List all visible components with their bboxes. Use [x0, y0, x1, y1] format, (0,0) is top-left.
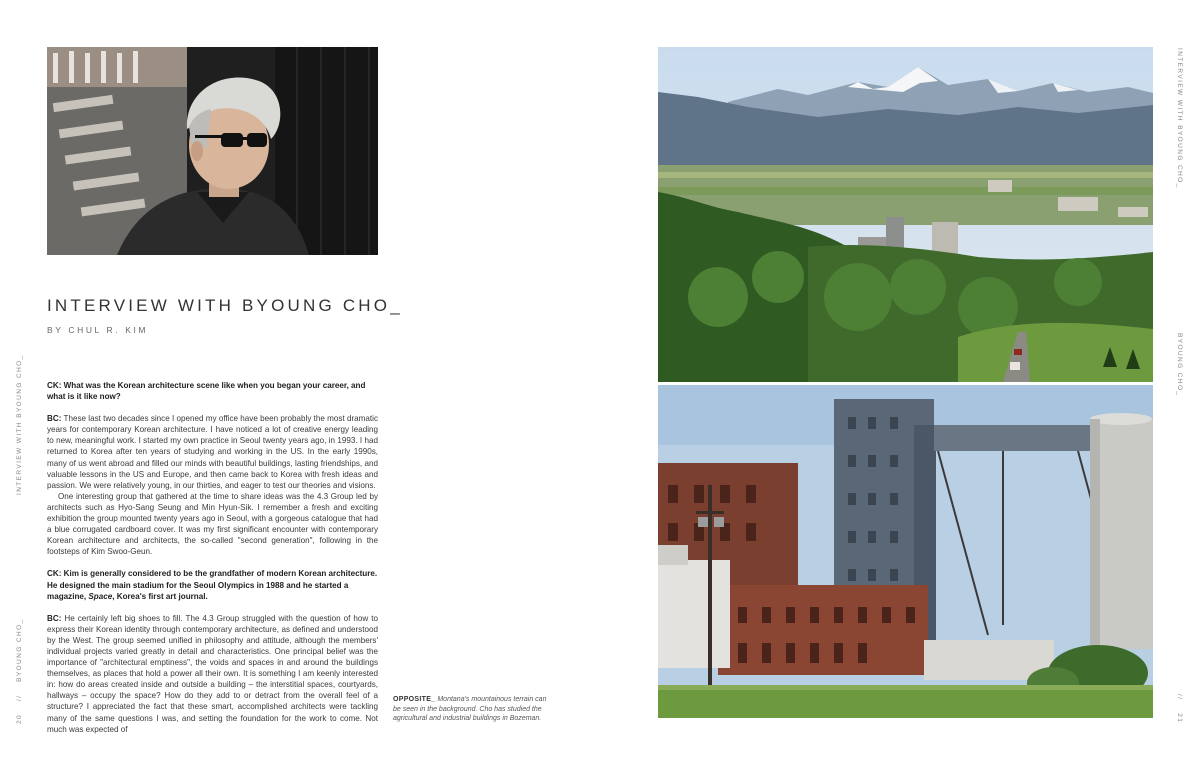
answer-2 [47, 613, 378, 735]
answer-1-paragraph-2: One interesting group that gathered at the time to share ideas was the 4.3 Group led by architects such as Hyo-Sang Seung and Min Hyun-Sik. I remember a fresh and exciting exhibition the group mounted twenty years ago in Seoul, with a gorgeous catalogue that had a blue corrugated cardboard cover. It was my first significant encounter with contemporary Korean architecture and architects, the so-called "second generation", following in the footsteps of Kim Swoo-Geun. [47, 491, 378, 557]
answer-1 [47, 413, 378, 491]
right-running-name: BYOUNG CHO_ [1176, 333, 1183, 397]
right-separator: // [1176, 694, 1183, 701]
article-byline: BY CHUL R. KIM [47, 325, 149, 335]
right-page-folio [1176, 694, 1183, 723]
article-title: INTERVIEW WITH BYOUNG CHO_ [47, 296, 403, 315]
answer-1-text: These last two decades since I opened my office have been probably the most dramatic years for contemporary Korean architecture. I have noticed a lot of creative energy leading to new, meaningful work. I started my own practice in Seoul twenty years ago, in 1993. I had returned to Korea after ten years of studying and working in the US. In the early 1990s, many of us went abroad and filled our minds with beautiful buildings, lasting friendships, and valuable lessons in the US and Europe, and then came back to Korea with fresh ideas and passion. We were relatively young, in our thirties, and eager to test our theories and visions. [47, 414, 378, 490]
right-running-head: INTERVIEW WITH BYOUNG CHO_ [1176, 48, 1183, 189]
left-author-name: BYOUNG CHO_ [16, 618, 23, 682]
question-2-text-end: , Korea's first art journal. [112, 591, 208, 601]
photo-caption [393, 695, 553, 724]
caption-label: OPPOSITE_ [393, 696, 436, 703]
right-page-number: 21 [1176, 713, 1183, 724]
answer-2-label: BC: [47, 613, 62, 623]
left-separator: // [16, 694, 23, 702]
industrial-buildings-photo [658, 385, 1153, 718]
question-2-magazine-name: Space [88, 591, 113, 601]
portrait-photo [47, 47, 378, 255]
question-1: CK: What was the Korean architecture scene like when you began your career, and what is it like now? [47, 381, 366, 402]
answer-2-text: He certainly left big shoes to fill. The 4.3 Group struggled with the question of how to express their Korean identity through contemporary architecture, as defined and understood by the West. The group seemed unified in philosophy and attitude, although the members' individual projects varied greatly in detail and characteristics. One principal belief was the importance of "architectural emptiness", the voids and spaces in and around the buildings themselves, as places that hold a power all their own. It is something I am keenly interested in: how do areas created inside and outside a building – the interstitial spaces, courtyards, hallways – occupy the space? How do they add to or detract from the overall feel of a structure? I appreciated the fact that these smart, accomplished architects were tackling many of the same questions I was, and setting the foundation for the work to come. Not much was expected of [47, 613, 378, 734]
left-page-folio [16, 618, 23, 724]
article-body [47, 380, 378, 734]
answer-1-label: BC: [47, 414, 62, 424]
left-running-head: INTERVIEW WITH BYOUNG CHO_ [16, 354, 23, 495]
question-2-text: CK: Kim is generally considered to be the grandfather of modern Korean architecture. He designed the main stadium for the Seoul Olympics in 1988 and he started a magazine, [47, 569, 378, 601]
left-page-number: 20 [16, 713, 23, 724]
landscape-photo [658, 47, 1153, 382]
caption-text: Montana's mountainous terrain can be seen in the background. Cho has studied the agricultural and industrial buildings in Bozeman. [393, 696, 547, 723]
question-2 [47, 568, 378, 601]
